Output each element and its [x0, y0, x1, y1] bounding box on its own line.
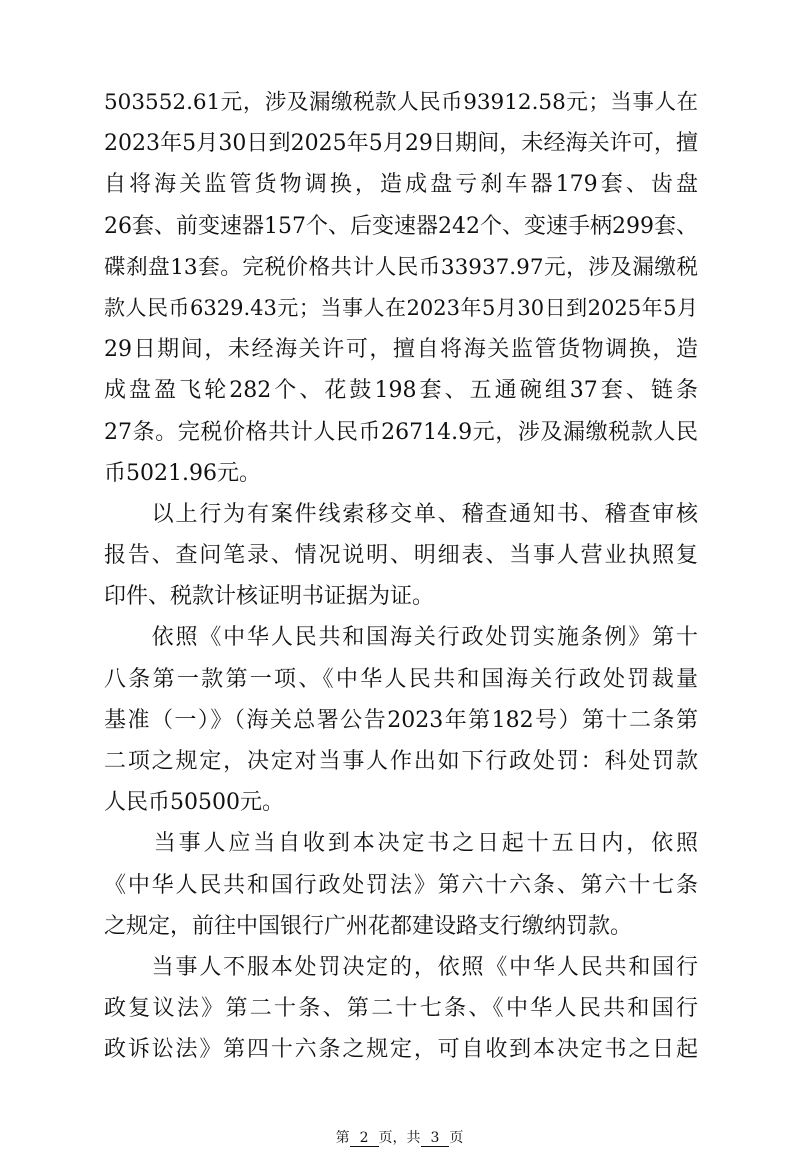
- text-line: 当事人应当自收到本决定书之日起十五日内，依照: [104, 831, 698, 857]
- text-line: 政复议法》第二十条、第二十七条、《中华人民共和国行: [104, 996, 698, 1022]
- text-line: 以上行为有案件线索移交单、稽查通知书、稽查审核: [104, 501, 698, 527]
- text-line: 2023年5月30日到2025年5月29日期间，未经海关许可，擅: [104, 131, 698, 157]
- footer-middle: 页，共: [378, 1130, 421, 1146]
- text-line: 币5021.96元。: [104, 460, 261, 486]
- total-page-number: 3: [421, 1130, 450, 1147]
- text-line: 印件、税款计核证明书证据为证。: [104, 584, 435, 610]
- text-line: 26套、前变速器157个、后变速器242个、变速手柄299套、: [104, 213, 698, 239]
- footer-prefix: 第: [335, 1130, 350, 1146]
- text-line: 29日期间，未经海关许可，擅自将海关监管货物调换，造: [104, 337, 698, 363]
- text-line: 自将海关监管货物调换，造成盘亏刹车器179套、齿盘: [104, 172, 698, 198]
- text-line: 八条第一款第一项、《中华人民共和国海关行政处罚裁量: [104, 666, 698, 692]
- text-line: 依照《中华人民共和国海关行政处罚实施条例》第十: [104, 625, 698, 651]
- current-page-number: 2: [350, 1130, 379, 1147]
- text-line: 人民币50500元。: [104, 790, 284, 816]
- document-body: [104, 82, 698, 1071]
- text-line: 当事人不服本处罚决定的，依照《中华人民共和国行: [104, 954, 698, 980]
- page-footer: [0, 1128, 799, 1148]
- text-line: 碟刹盘13套。完税价格共计人民币33937.97元，涉及漏缴税: [104, 254, 698, 280]
- footer-suffix: 页: [449, 1130, 464, 1146]
- text-line: 款人民币6329.43元；当事人在2023年5月30日到2025年5月: [104, 295, 698, 320]
- text-line: 之规定，前往中国银行广州花都建设路支行缴纳罚款。: [104, 913, 633, 939]
- text-line: 503552.61元，涉及漏缴税款人民币93912.58元；当事人在: [104, 90, 698, 115]
- text-line: 成盘盈飞轮282个、花鼓198套、五通碗组37套、链条: [104, 378, 698, 404]
- text-line: 二项之规定，决定对当事人作出如下行政处罚：科处罚款: [104, 749, 698, 774]
- text-line: 政诉讼法》第四十六条之规定，可自收到本决定书之日起: [104, 1037, 698, 1063]
- text-line: 《中华人民共和国行政处罚法》第六十六条、第六十七条: [104, 872, 698, 898]
- text-line: 27条。完税价格共计人民币26714.9元，涉及漏缴税款人民: [104, 419, 698, 445]
- text-line: 报告、查问笔录、情况说明、明细表、当事人营业执照复: [104, 543, 698, 569]
- text-line: 基准（一）》（海关总署公告2023年第182号）第十二条第: [104, 707, 698, 733]
